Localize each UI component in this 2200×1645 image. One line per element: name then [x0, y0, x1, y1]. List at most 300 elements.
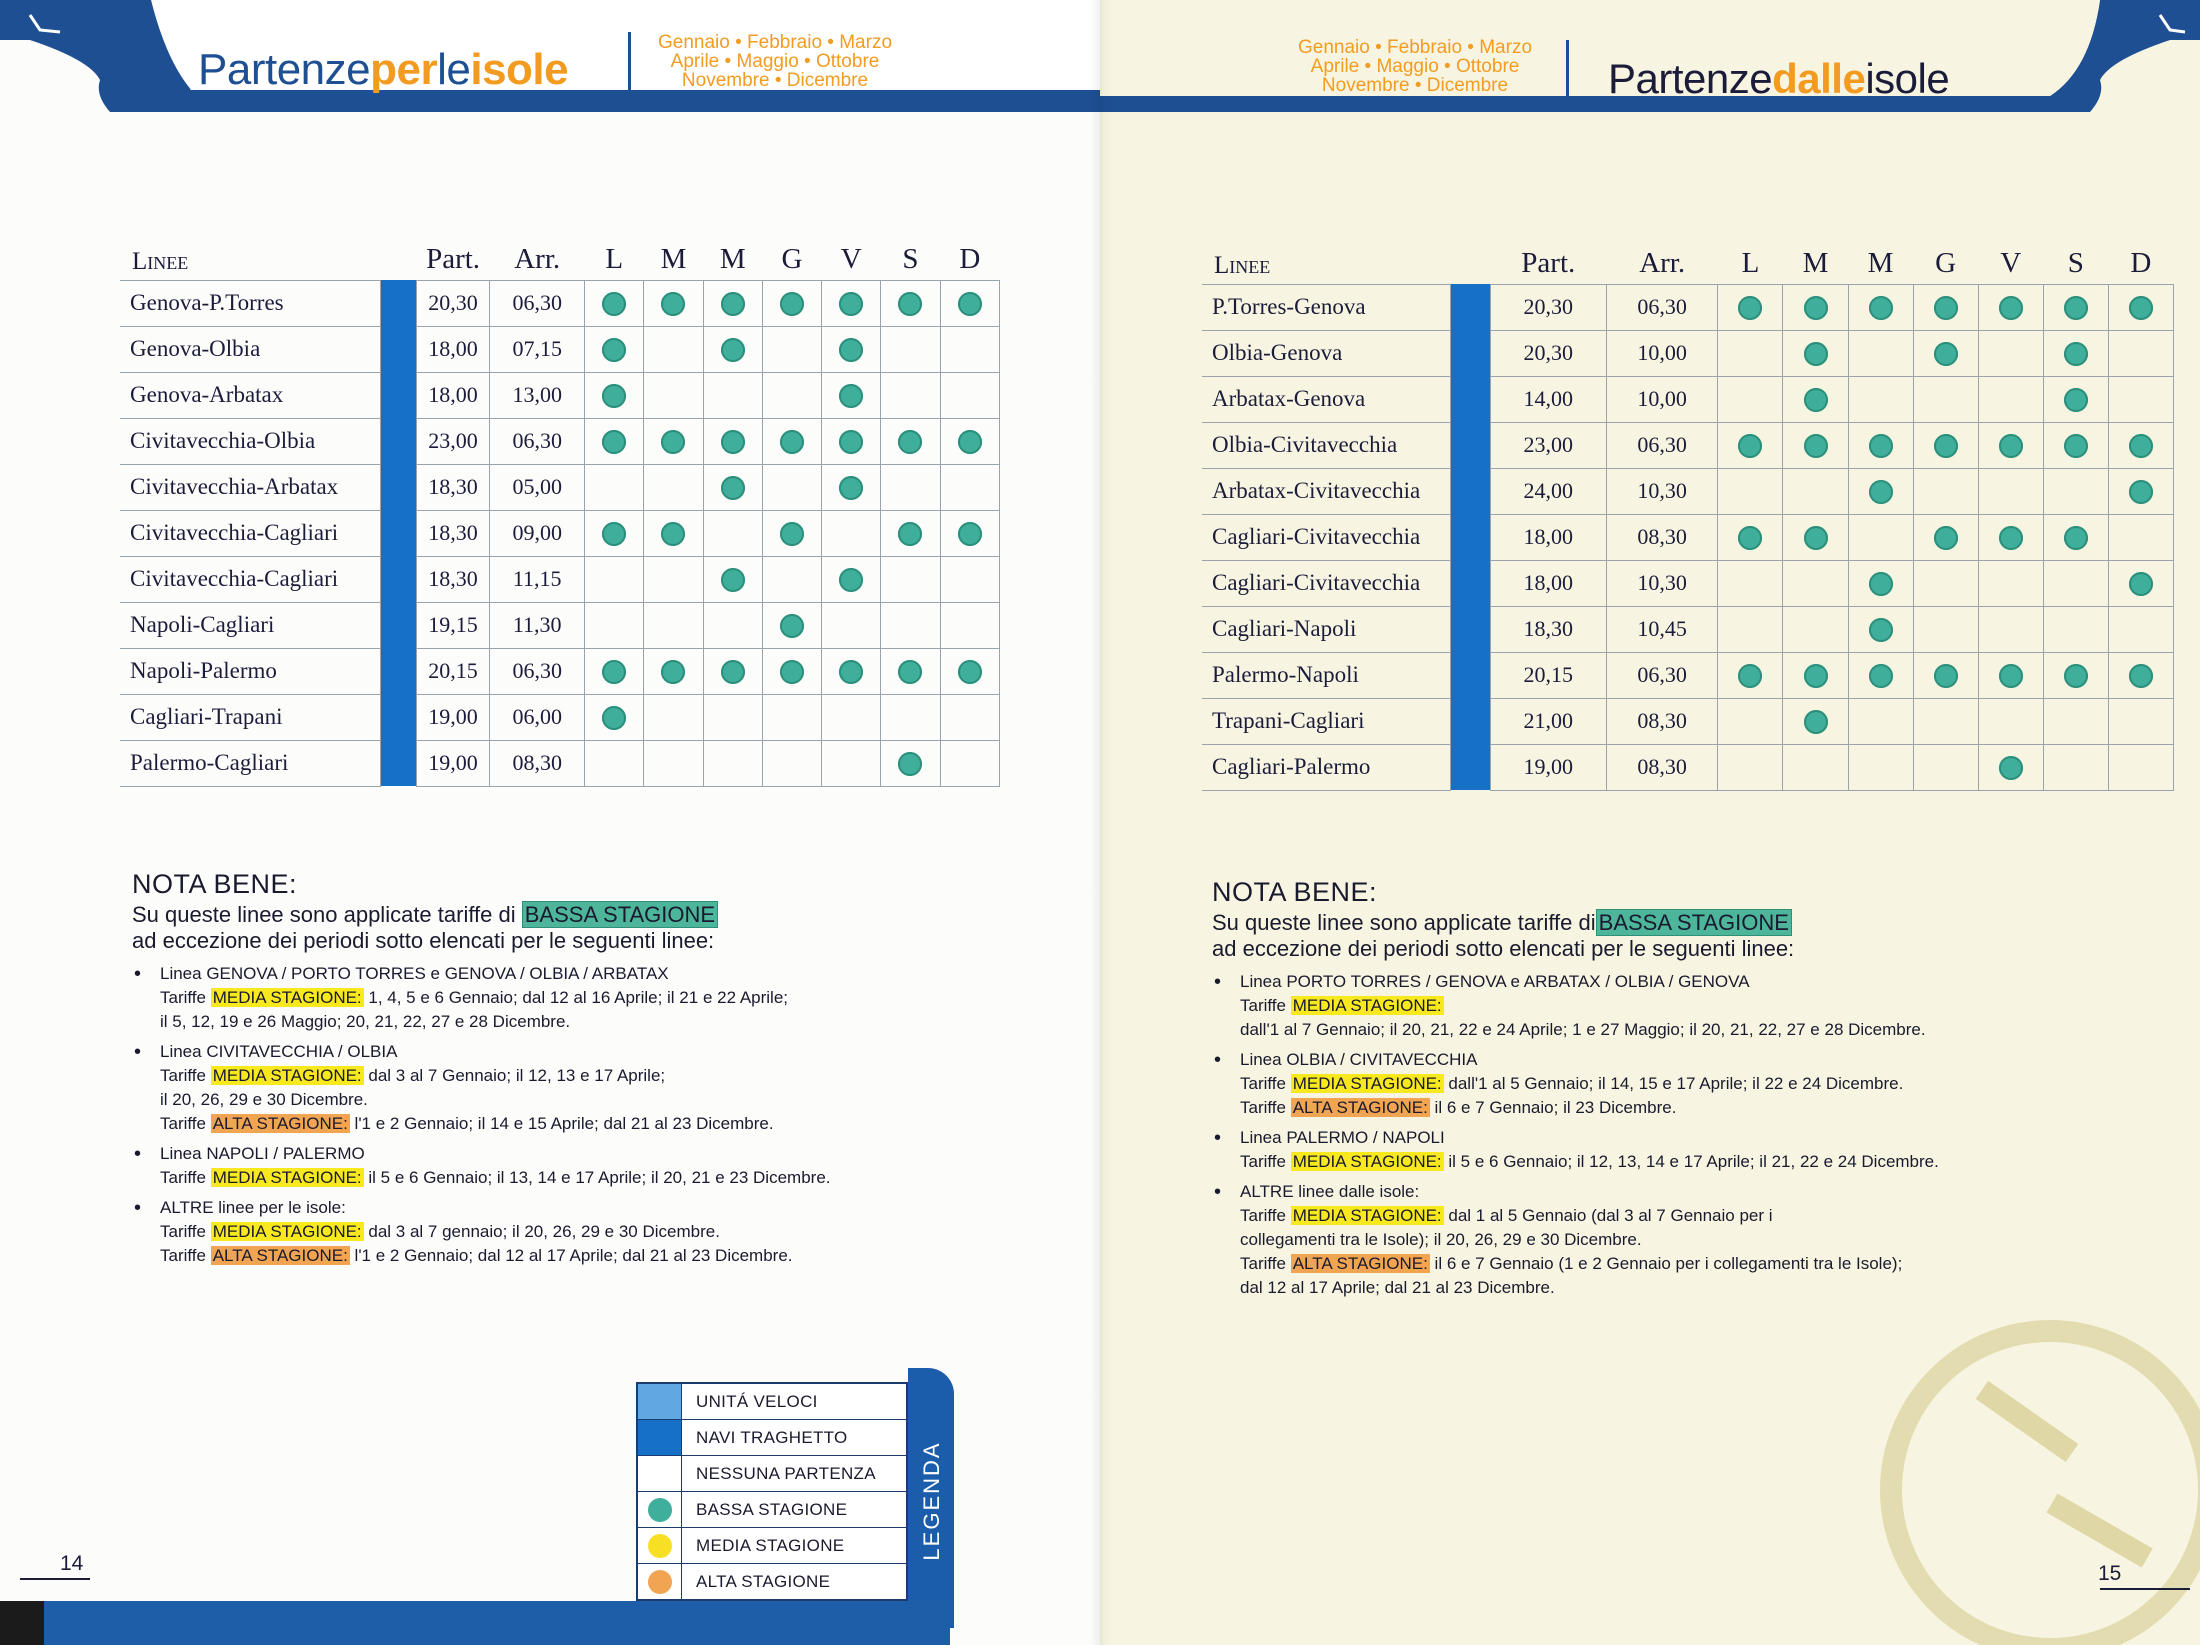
bassa-stagione-dot-icon: [661, 430, 685, 454]
departure-cell: 18,30: [416, 464, 489, 510]
day-cell: [1783, 330, 1848, 376]
bassa-stagione-dot-icon: [1804, 664, 1828, 688]
day-cell: [2108, 606, 2173, 652]
day-cell: [762, 602, 821, 648]
ferry-type-bar: [381, 556, 417, 602]
bassa-stagione-dot-icon: [958, 522, 982, 546]
route-cell: Palermo-Napoli: [1202, 652, 1451, 698]
day-cell: [2043, 606, 2108, 652]
note-item: [1212, 1126, 2112, 1174]
day-cell: [1913, 606, 1978, 652]
day-cell: [1848, 744, 1913, 790]
legend-swatch: [638, 1492, 682, 1527]
route-cell: Arbatax-Civitavecchia: [1202, 468, 1451, 514]
tariff-label: Tariffe: [160, 988, 211, 1007]
departure-cell: 18,00: [416, 326, 489, 372]
green-dot-icon: [648, 1498, 672, 1522]
departure-cell: 19,00: [1490, 744, 1606, 790]
day-cell: [2108, 330, 2173, 376]
route-cell: Cagliari-Napoli: [1202, 606, 1451, 652]
bassa-stagione-dot-icon: [602, 660, 626, 684]
left-note: [132, 869, 1012, 1274]
day-cell: [1913, 514, 1978, 560]
day-cell: [644, 418, 703, 464]
table-row: [120, 694, 1000, 740]
day-cell: [2043, 468, 2108, 514]
legend-label: UNITÁ VELOCI: [696, 1391, 818, 1411]
route-cell: Cagliari-Palermo: [1202, 744, 1451, 790]
day-cell: [822, 464, 881, 510]
day-cell: [1718, 422, 1783, 468]
day-cell: [1913, 744, 1978, 790]
bassa-stagione-dot-icon: [602, 522, 626, 546]
table-row: [1202, 422, 2174, 468]
note-line-title: Linea CIVITAVECCHIA / OLBIA: [160, 1042, 398, 1061]
orange-dot-icon: [648, 1570, 672, 1594]
table-row: [1202, 652, 2174, 698]
bassa-stagione-dot-icon: [602, 292, 626, 316]
tariff-dates: il 6 e 7 Gennaio (1 e 2 Gennaio per i collegamenti tra le Isole);: [1429, 1254, 1903, 1273]
bassa-stagione-dot-icon: [1738, 434, 1762, 458]
bassa-stagione-dot-icon: [661, 522, 685, 546]
day-cell: [1913, 376, 1978, 422]
book-spine: [1090, 0, 1114, 1645]
column-header-arrival: Arr.: [1639, 246, 1686, 279]
bassa-stagione-dot-icon: [839, 476, 863, 500]
day-cell: [644, 556, 703, 602]
day-cell: [1913, 652, 1978, 698]
column-header-day: L: [605, 242, 624, 275]
bassa-stagione-dot-icon: [898, 522, 922, 546]
day-cell: [1978, 698, 2043, 744]
day-cell: [940, 556, 999, 602]
day-cell: [1718, 376, 1783, 422]
bassa-stagione-dot-icon: [602, 384, 626, 408]
ferry-type-bar: [381, 602, 417, 648]
note-line-title: ALTRE linee per le isole:: [160, 1198, 346, 1217]
route-cell: P.Torres-Genova: [1202, 284, 1451, 330]
table-row: [1202, 698, 2174, 744]
day-cell: [585, 602, 644, 648]
bassa-stagione-dot-icon: [780, 292, 804, 316]
arrival-cell: 11,15: [490, 556, 585, 602]
arrival-cell: 06,30: [490, 648, 585, 694]
ferry-type-bar: [1451, 560, 1491, 606]
legend-label: NAVI TRAGHETTO: [696, 1427, 848, 1447]
right-note-title: NOTA BENE:: [1212, 877, 1378, 907]
tariff-dates: il 5 e 6 Gennaio; il 12, 13, 14 e 17 Aprile; il 21, 22 e 24 Dicembre.: [1443, 1152, 1939, 1171]
day-cell: [940, 372, 999, 418]
column-header-spacer: [381, 234, 417, 280]
day-cell: [703, 372, 762, 418]
day-cell: [1718, 330, 1783, 376]
day-cell: [1783, 376, 1848, 422]
ferry-type-bar: [1451, 376, 1491, 422]
day-cell: [1978, 284, 2043, 330]
day-cell: [703, 280, 762, 326]
day-cell: [2108, 284, 2173, 330]
day-cell: [822, 556, 881, 602]
route-cell: Olbia-Genova: [1202, 330, 1451, 376]
day-cell: [2043, 514, 2108, 560]
bassa-stagione-dot-icon: [2129, 664, 2153, 688]
alta-stagione-tag: ALTA STAGIONE:: [212, 1246, 348, 1265]
day-cell: [1718, 698, 1783, 744]
tariff-dates: il 6 e 7 Gennaio; il 23 Dicembre.: [1429, 1098, 1677, 1117]
column-header-day: M: [1802, 246, 1829, 279]
route-cell: Genova-Olbia: [120, 326, 381, 372]
bassa-stagione-dot-icon: [898, 660, 922, 684]
table-row: [120, 510, 1000, 556]
left-note-intro: Su queste linee sono applicate tariffe di BASSA STAGIONE ad eccezione dei periodi sotto elencati per le seguenti linee:: [132, 902, 1012, 954]
note-line-title: Linea GENOVA / PORTO TORRES e GENOVA / OLBIA / ARBATAX: [160, 964, 669, 983]
media-stagione-tag: MEDIA STAGIONE:: [212, 1222, 362, 1241]
tariff-label: Tariffe: [1240, 1254, 1291, 1273]
day-cell: [2043, 330, 2108, 376]
legend-tab: LEGENDA: [908, 1368, 954, 1628]
day-cell: [1978, 744, 2043, 790]
table-row: [1202, 744, 2174, 790]
right-note: [1212, 877, 2112, 1306]
media-stagione-tag: MEDIA STAGIONE:: [212, 1168, 362, 1187]
day-cell: [881, 464, 940, 510]
arrival-cell: 05,00: [490, 464, 585, 510]
day-cell: [1978, 652, 2043, 698]
bassa-stagione-dot-icon: [721, 430, 745, 454]
right-note-intro: Su queste linee sono applicate tariffe di BASSA STAGIONE ad eccezione dei periodi sotto elencati per le seguenti linee:: [1212, 910, 1795, 961]
bassa-stagione-dot-icon: [1804, 710, 1828, 734]
day-cell: [585, 464, 644, 510]
right-header-divider: [1566, 40, 1569, 102]
left-header-months: Gennaio • Febbraio • Marzo Aprile • Maggio • Ottobre Novembre • Dicembre: [657, 32, 893, 91]
bassa-stagione-dot-icon: [1804, 296, 1828, 320]
right-page: [1100, 0, 2200, 1645]
departure-cell: 18,00: [416, 372, 489, 418]
legend-label: ALTA STAGIONE: [696, 1571, 831, 1591]
ferry-type-bar: [1451, 698, 1491, 744]
bassa-stagione-dot-icon: [721, 338, 745, 362]
tariff-dates: dal 3 al 7 gennaio; il 20, 26, 29 e 30 Dicembre.: [363, 1222, 720, 1241]
note-line-title: Linea PORTO TORRES / GENOVA e ARBATAX / OLBIA / GENOVA: [1240, 972, 1750, 991]
right-page-number: 15: [2098, 1562, 2122, 1585]
bassa-stagione-dot-icon: [780, 614, 804, 638]
day-cell: [1718, 652, 1783, 698]
column-header-day: D: [2130, 246, 2152, 279]
departure-cell: 19,00: [416, 740, 489, 786]
route-cell: Olbia-Civitavecchia: [1202, 422, 1451, 468]
bassa-stagione-dot-icon: [1934, 434, 1958, 458]
legend-swatch: [638, 1456, 682, 1491]
day-cell: [703, 740, 762, 786]
legend-swatch: [638, 1564, 682, 1599]
column-header-route: Linee: [1214, 251, 1271, 279]
departure-cell: 20,30: [416, 280, 489, 326]
route-cell: Civitavecchia-Cagliari: [120, 510, 381, 556]
ferry-type-bar: [381, 648, 417, 694]
tariff-label: Tariffe: [160, 1066, 211, 1085]
left-page-title: Partenzeperleisole: [198, 45, 569, 94]
day-cell: [1848, 698, 1913, 744]
day-cell: [762, 418, 821, 464]
bassa-stagione-dot-icon: [780, 660, 804, 684]
day-cell: [2043, 422, 2108, 468]
ferry-type-bar: [1451, 422, 1491, 468]
day-cell: [1913, 284, 1978, 330]
arrival-cell: 09,00: [490, 510, 585, 556]
right-page-title: Partenzedalleisole: [1608, 55, 1950, 102]
bassa-stagione-dot-icon: [1869, 572, 1893, 596]
column-header-day: M: [660, 242, 687, 275]
day-cell: [585, 280, 644, 326]
day-cell: [1913, 468, 1978, 514]
day-cell: [2108, 376, 2173, 422]
tariff-dates: il 5, 12, 19 e 26 Maggio; 20, 21, 22, 27 e 28 Dicembre.: [160, 1012, 571, 1031]
arrival-cell: 10,00: [1606, 330, 1718, 376]
day-cell: [2108, 514, 2173, 560]
route-cell: Napoli-Palermo: [120, 648, 381, 694]
day-cell: [703, 602, 762, 648]
departure-cell: 18,30: [1490, 606, 1606, 652]
day-cell: [1718, 606, 1783, 652]
bassa-stagione-dot-icon: [1999, 434, 2023, 458]
day-cell: [1913, 698, 1978, 744]
day-cell: [2108, 652, 2173, 698]
day-cell: [2043, 698, 2108, 744]
bassa-stagione-dot-icon: [958, 430, 982, 454]
day-cell: [1978, 468, 2043, 514]
ferry-type-bar: [1451, 744, 1491, 790]
departure-cell: 24,00: [1490, 468, 1606, 514]
day-cell: [762, 326, 821, 372]
day-cell: [1783, 560, 1848, 606]
legend-row: [638, 1492, 906, 1528]
media-stagione-tag: MEDIA STAGIONE:: [1292, 1206, 1442, 1225]
bassa-stagione-dot-icon: [1804, 526, 1828, 550]
departure-cell: 19,15: [416, 602, 489, 648]
day-cell: [1848, 560, 1913, 606]
departure-cell: 20,30: [1490, 284, 1606, 330]
day-cell: [1783, 606, 1848, 652]
table-row: [120, 418, 1000, 464]
bassa-stagione-dot-icon: [839, 292, 863, 316]
tariff-dates: il 20, 26, 29 e 30 Dicembre.: [160, 1090, 368, 1109]
table-row: [120, 372, 1000, 418]
tariff-label: Tariffe: [160, 1246, 211, 1265]
day-cell: [585, 418, 644, 464]
arrival-cell: 08,30: [1606, 744, 1718, 790]
bassa-stagione-dot-icon: [1934, 342, 1958, 366]
arrival-cell: 10,45: [1606, 606, 1718, 652]
table-header-row: [1202, 238, 2174, 284]
departure-cell: 18,30: [416, 556, 489, 602]
table-row: [120, 280, 1000, 326]
day-cell: [1913, 422, 1978, 468]
day-cell: [822, 740, 881, 786]
bassa-stagione-dot-icon: [1869, 434, 1893, 458]
note-item: [132, 962, 1012, 1034]
tariff-dates: il 5 e 6 Gennaio; il 13, 14 e 17 Aprile; il 20, 21 e 23 Dicembre.: [363, 1168, 831, 1187]
media-stagione-tag: MEDIA STAGIONE:: [212, 1066, 362, 1085]
bassa-stagione-dot-icon: [721, 660, 745, 684]
day-cell: [1783, 698, 1848, 744]
day-cell: [2108, 698, 2173, 744]
bassa-stagione-dot-icon: [898, 292, 922, 316]
departure-cell: 19,00: [416, 694, 489, 740]
clock-hand: [1976, 1381, 2079, 1462]
bassa-stagione-dot-icon: [780, 522, 804, 546]
arrival-cell: 08,30: [490, 740, 585, 786]
day-cell: [762, 556, 821, 602]
arrival-cell: 08,30: [1606, 698, 1718, 744]
day-cell: [1848, 514, 1913, 560]
route-cell: Cagliari-Civitavecchia: [1202, 560, 1451, 606]
media-stagione-tag: MEDIA STAGIONE:: [1292, 996, 1442, 1015]
departure-cell: 23,00: [416, 418, 489, 464]
column-header-day: G: [1935, 246, 1957, 279]
bassa-stagione-dot-icon: [839, 384, 863, 408]
day-cell: [585, 648, 644, 694]
table-row: [120, 740, 1000, 786]
arrival-cell: 08,30: [1606, 514, 1718, 560]
bassa-stagione-dot-icon: [898, 430, 922, 454]
legend-row: [638, 1384, 906, 1420]
departure-cell: 23,00: [1490, 422, 1606, 468]
bassa-stagione-dot-icon: [1738, 526, 1762, 550]
table-header-row: [120, 234, 1000, 280]
note-item: [1212, 1048, 2112, 1120]
bassa-stagione-dot-icon: [839, 338, 863, 362]
day-cell: [2043, 744, 2108, 790]
column-header-day: S: [2067, 246, 2084, 279]
arrival-cell: 10,00: [1606, 376, 1718, 422]
day-cell: [644, 694, 703, 740]
day-cell: [644, 280, 703, 326]
bassa-stagione-dot-icon: [2129, 480, 2153, 504]
route-cell: Civitavecchia-Olbia: [120, 418, 381, 464]
table-row: [120, 648, 1000, 694]
route-cell: Napoli-Cagliari: [120, 602, 381, 648]
day-cell: [1848, 468, 1913, 514]
table-row: [120, 326, 1000, 372]
tariff-dates: 1, 4, 5 e 6 Gennaio; dal 12 al 16 Aprile; il 21 e 22 Aprile;: [363, 988, 789, 1007]
column-header-day: V: [2000, 246, 2022, 279]
note-item: [132, 1142, 1012, 1190]
day-cell: [940, 510, 999, 556]
day-cell: [703, 648, 762, 694]
column-header-spacer: [1451, 238, 1491, 284]
day-cell: [940, 740, 999, 786]
day-cell: [1978, 422, 2043, 468]
day-cell: [703, 418, 762, 464]
day-cell: [822, 648, 881, 694]
day-cell: [1848, 284, 1913, 330]
tariff-dates: dall'1 al 7 Gennaio; il 20, 21, 22 e 24 Aprile; 1 e 27 Maggio; il 20, 21, 22, 27 e 28 Dicembre.: [1240, 1020, 1926, 1039]
clock-watermark: [1880, 1320, 2200, 1645]
bassa-stagione-dot-icon: [2129, 296, 2153, 320]
day-cell: [1848, 376, 1913, 422]
day-cell: [822, 694, 881, 740]
legend-swatch: [638, 1528, 682, 1563]
table-row: [120, 464, 1000, 510]
ferry-type-bar: [1451, 468, 1491, 514]
day-cell: [762, 372, 821, 418]
day-cell: [644, 510, 703, 556]
day-cell: [2043, 652, 2108, 698]
day-cell: [1783, 422, 1848, 468]
day-cell: [2043, 560, 2108, 606]
bassa-stagione-dot-icon: [780, 430, 804, 454]
column-header-departure: Part.: [1521, 246, 1576, 279]
arrival-cell: 10,30: [1606, 560, 1718, 606]
day-cell: [585, 740, 644, 786]
ferry-type-bar: [1451, 330, 1491, 376]
tariff-label: Tariffe: [1240, 1206, 1291, 1225]
day-cell: [585, 556, 644, 602]
note-line-title: Linea OLBIA / CIVITAVECCHIA: [1240, 1050, 1478, 1069]
bassa-stagione-dot-icon: [1738, 296, 1762, 320]
right-header: [1100, 0, 2200, 112]
day-cell: [2108, 468, 2173, 514]
bassa-stagione-dot-icon: [1804, 342, 1828, 366]
tariff-dates: l'1 e 2 Gennaio; il 14 e 15 Aprile; dal 21 al 23 Dicembre.: [349, 1114, 774, 1133]
day-cell: [644, 326, 703, 372]
day-cell: [585, 510, 644, 556]
bassa-stagione-dot-icon: [958, 292, 982, 316]
day-cell: [1848, 330, 1913, 376]
tariff-dates: dal 3 al 7 Gennaio; il 12, 13 e 17 Aprile;: [363, 1066, 666, 1085]
bassa-stagione-dot-icon: [1804, 388, 1828, 412]
ferry-type-bar: [381, 740, 417, 786]
day-cell: [822, 602, 881, 648]
day-cell: [822, 372, 881, 418]
media-stagione-tag: MEDIA STAGIONE:: [1292, 1152, 1442, 1171]
day-cell: [703, 694, 762, 740]
ferry-type-bar: [381, 418, 417, 464]
bassa-stagione-dot-icon: [2129, 572, 2153, 596]
legend-box: [636, 1382, 908, 1602]
right-note-list: [1212, 970, 2112, 1300]
table-row: [1202, 284, 2174, 330]
column-header-day: S: [902, 242, 919, 275]
day-cell: [585, 326, 644, 372]
ferry-type-bar: [381, 280, 417, 326]
table-row: [1202, 468, 2174, 514]
day-cell: [1718, 284, 1783, 330]
day-cell: [881, 326, 940, 372]
left-page-number: 14: [60, 1552, 84, 1575]
right-timetable: [1202, 238, 2174, 791]
tariff-dates: l'1 e 2 Gennaio; dal 12 al 17 Aprile; dal 21 al 23 Dicembre.: [349, 1246, 793, 1265]
arrival-cell: 06,30: [490, 418, 585, 464]
tariff-label: Tariffe: [160, 1222, 211, 1241]
tariff-label: Tariffe: [1240, 1074, 1291, 1093]
departure-cell: 21,00: [1490, 698, 1606, 744]
table-row: [120, 556, 1000, 602]
departure-cell: 14,00: [1490, 376, 1606, 422]
table-row: [1202, 560, 2174, 606]
clock-hand: [2047, 1493, 2153, 1567]
bassa-stagione-dot-icon: [898, 752, 922, 776]
day-cell: [881, 602, 940, 648]
arrival-cell: 06,30: [490, 280, 585, 326]
day-cell: [1783, 652, 1848, 698]
bassa-stagione-dot-icon: [602, 430, 626, 454]
day-cell: [1718, 560, 1783, 606]
table-row: [1202, 606, 2174, 652]
tariff-label: Tariffe: [160, 1114, 211, 1133]
column-header-route: Linee: [132, 247, 189, 275]
day-cell: [644, 372, 703, 418]
